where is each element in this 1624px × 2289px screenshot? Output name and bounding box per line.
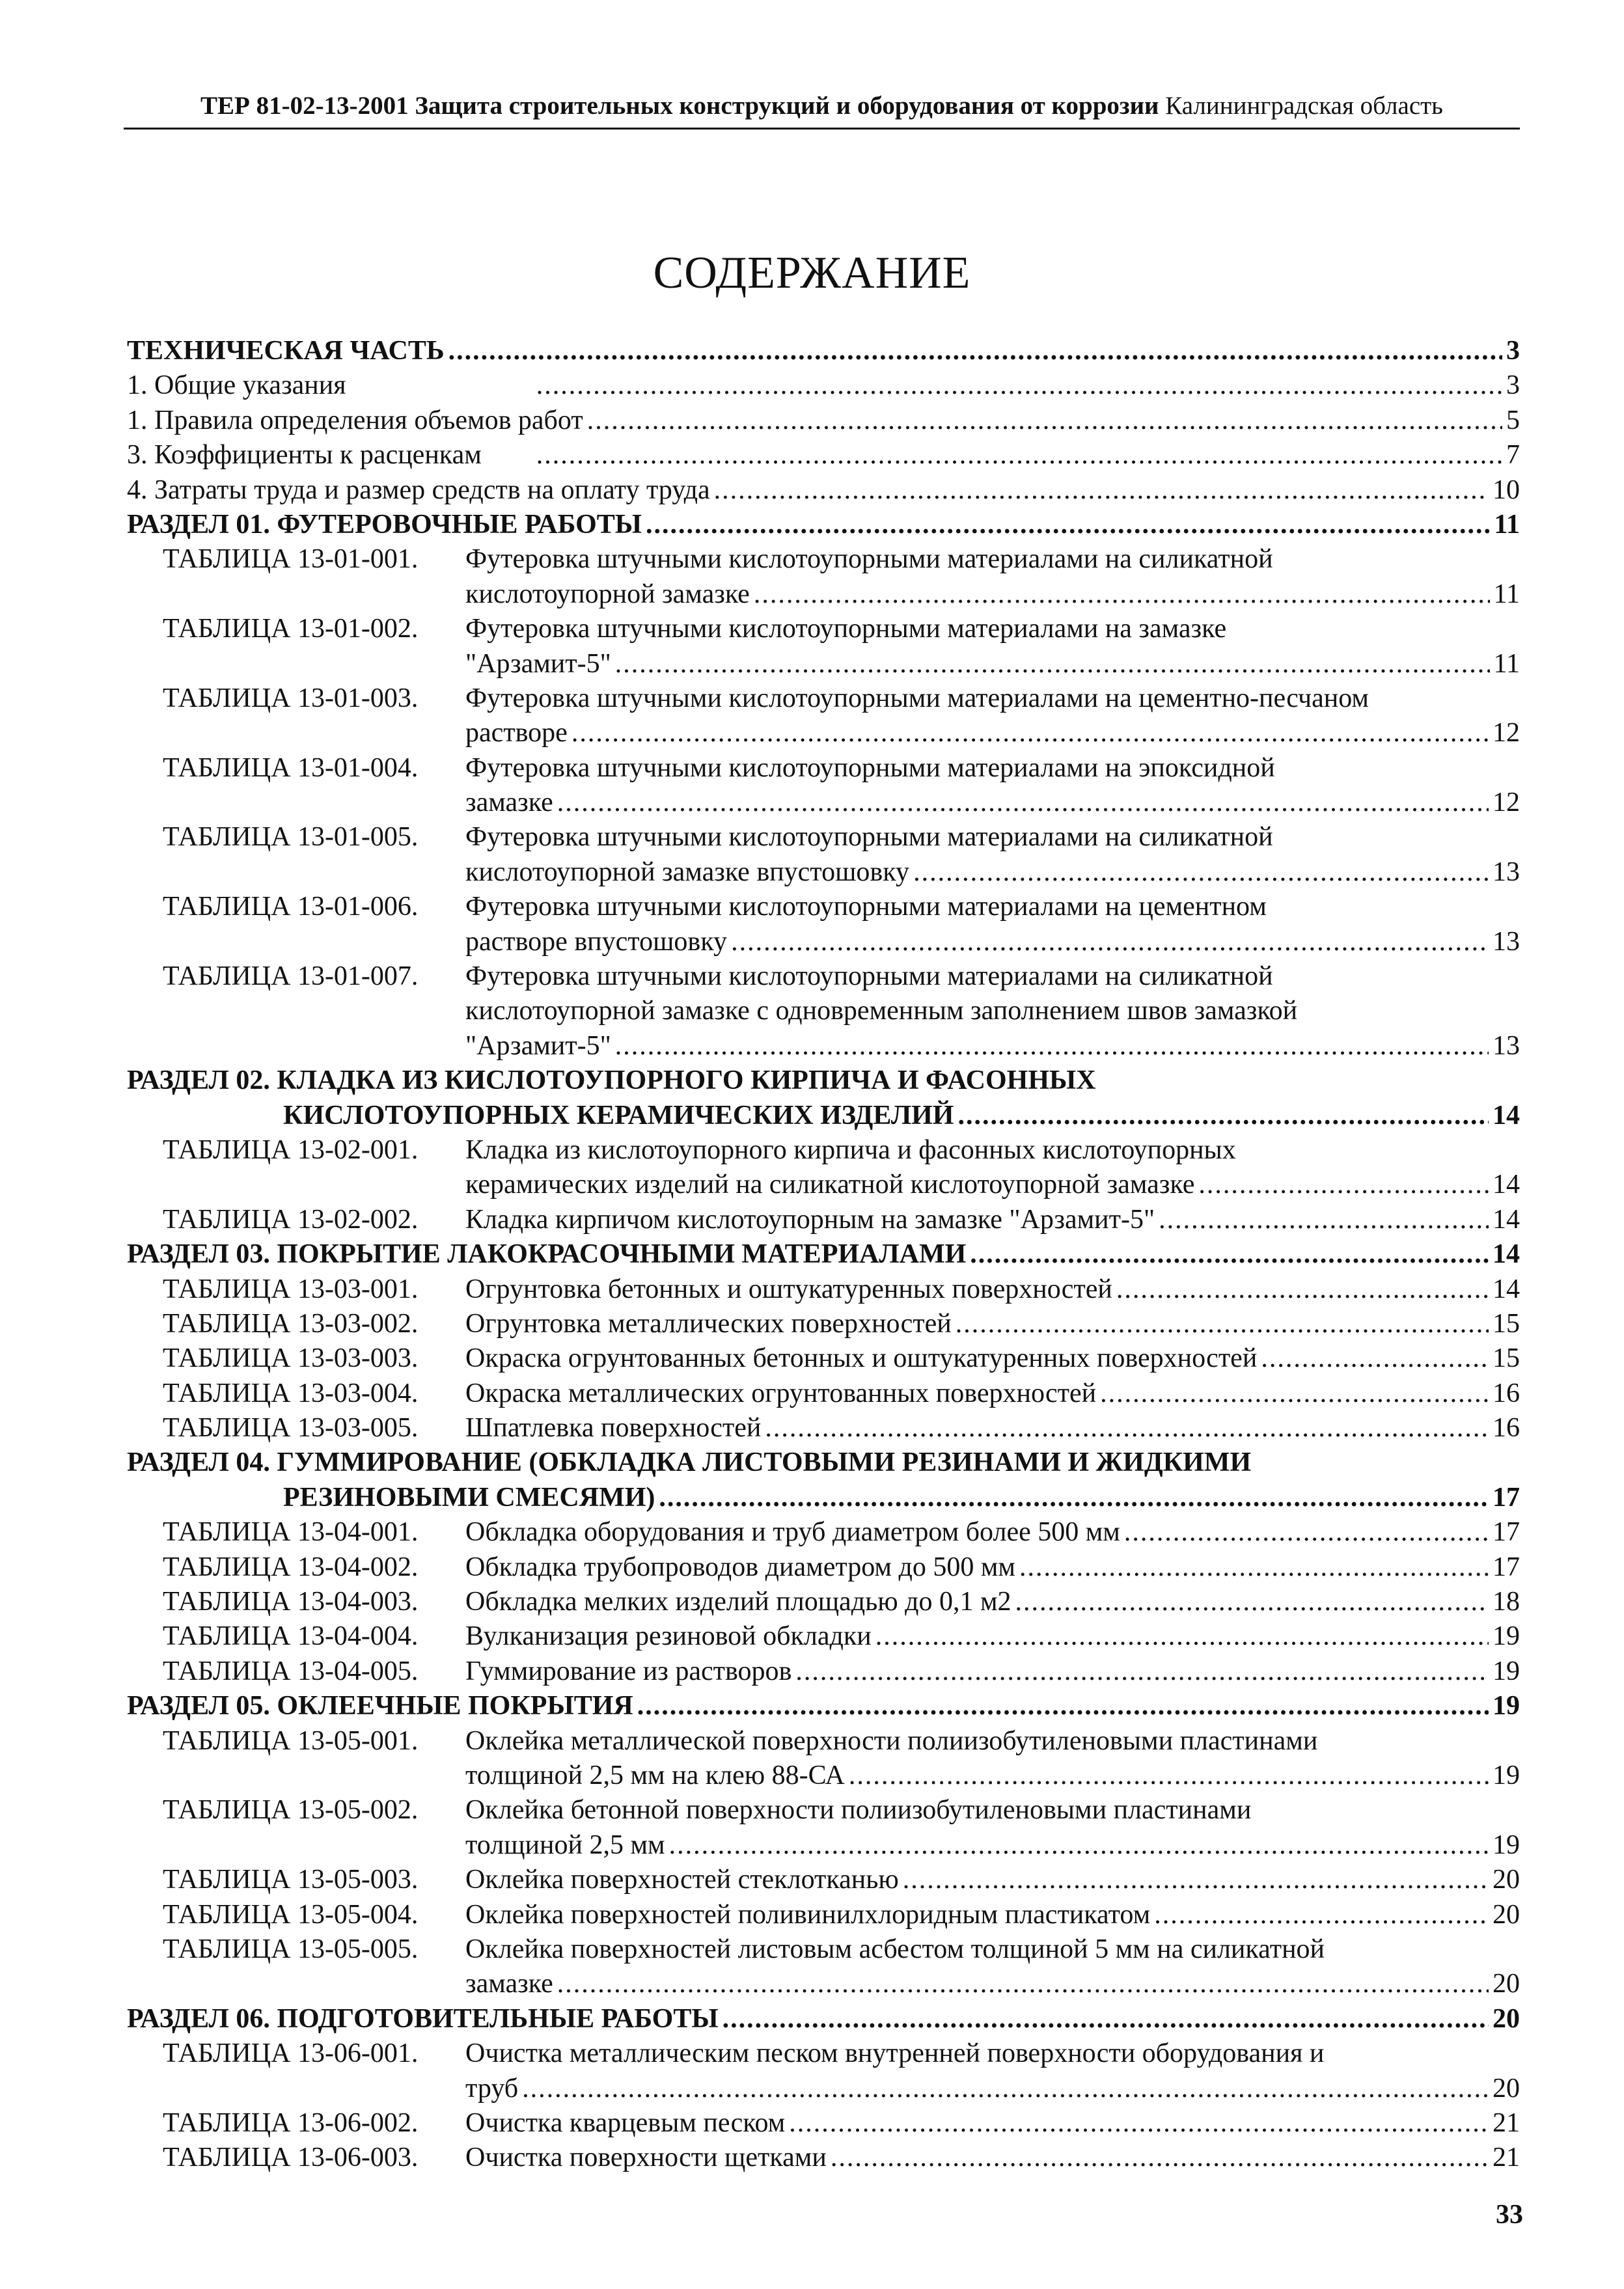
table-title: Футеровка штучными кислотоупорными материалами на цементном bbox=[465, 892, 1267, 922]
section-heading: РЕЗИНОВЫМИ СМЕСЯМИ) bbox=[283, 1482, 655, 1513]
toc-entry[interactable] bbox=[127, 1029, 1520, 1063]
toc-page-number: 11 bbox=[1493, 579, 1520, 609]
toc-entry[interactable] bbox=[127, 368, 1520, 403]
dot-leader bbox=[723, 2002, 1489, 2036]
table-title: замазке bbox=[465, 788, 553, 818]
dot-leader bbox=[448, 334, 1502, 368]
dot-leader bbox=[1261, 1341, 1489, 1376]
toc-page-number: 11 bbox=[1493, 648, 1520, 679]
toc-entry[interactable] bbox=[127, 1863, 1520, 1897]
toc-entry[interactable] bbox=[127, 1932, 1520, 1967]
toc-page-number: 19 bbox=[1493, 1691, 1520, 1721]
dot-leader bbox=[913, 855, 1489, 890]
table-title: Кладка кирпичом кислотоупорным на замазке "Арзамит-5" bbox=[465, 1204, 1155, 1235]
toc-entry[interactable] bbox=[127, 1898, 1520, 1932]
table-title: кислотоупорной замазке с одновременным заполнением швов замазкой bbox=[465, 996, 1298, 1026]
table-label: ТАБЛИЦА 13-03-004. bbox=[163, 1378, 419, 1408]
table-label: ТАБЛИЦА 13-06-003. bbox=[163, 2143, 419, 2173]
toc-page-number: 20 bbox=[1493, 1865, 1520, 1895]
table-label: ТАБЛИЦА 13-03-005. bbox=[163, 1413, 419, 1444]
dot-leader bbox=[731, 925, 1489, 959]
toc-entry[interactable] bbox=[127, 1759, 1520, 1793]
section-heading: РАЗДЕЛ 06. ПОДГОТОВИТЕЛЬНЫЕ РАБОТЫ bbox=[127, 2003, 719, 2034]
table-label: ТАБЛИЦА 13-04-005. bbox=[163, 1656, 419, 1686]
toc-page-number: 19 bbox=[1493, 1830, 1520, 1860]
table-label: ТАБЛИЦА 13-05-005. bbox=[163, 1934, 419, 1964]
table-title: Окраска огрунтованных бетонных и оштукатуренных поверхностей bbox=[465, 1343, 1258, 1374]
table-title: Обкладка трубопроводов диаметром до 500 мм bbox=[465, 1552, 1016, 1582]
toc-page-number: 20 bbox=[1493, 2003, 1520, 2034]
table-label: ТАБЛИЦА 13-04-002. bbox=[163, 1552, 419, 1582]
toc-page-number: 18 bbox=[1493, 1587, 1520, 1617]
dot-leader bbox=[875, 1619, 1489, 1654]
toc-page-number: 12 bbox=[1493, 718, 1520, 748]
toc-entry[interactable] bbox=[127, 681, 1520, 716]
toc-entry[interactable] bbox=[127, 2002, 1520, 2036]
toc-page-number: 14 bbox=[1493, 1100, 1520, 1131]
toc-entry[interactable] bbox=[127, 890, 1520, 924]
dot-leader bbox=[754, 577, 1490, 612]
dot-leader bbox=[1198, 1168, 1489, 1202]
dot-leader bbox=[615, 647, 1490, 681]
table-title: Обкладка оборудования и труб диаметром более 500 мм bbox=[465, 1517, 1120, 1548]
page-title: СОДЕРЖАНИЕ bbox=[653, 248, 971, 298]
dot-leader bbox=[1159, 1203, 1489, 1237]
table-title: Очистка металлическим песком внутренней поверхности оборудования и bbox=[465, 2038, 1325, 2069]
table-title: растворе впустошовку bbox=[465, 926, 728, 957]
toc-item-text: 1. Правила определения объемов работ bbox=[127, 405, 583, 435]
toc-entry[interactable] bbox=[127, 1550, 1520, 1585]
table-label: ТАБЛИЦА 13-02-001. bbox=[163, 1134, 419, 1165]
table-title: Обкладка мелких изделий площадью до 0,1 м2 bbox=[465, 1587, 1012, 1617]
table-label: ТАБЛИЦА 13-01-002. bbox=[163, 614, 419, 644]
toc-entry[interactable] bbox=[127, 1307, 1520, 1341]
table-title: Футеровка штучными кислотоупорными материалами на силикатной bbox=[465, 961, 1273, 992]
toc-page-number: 3 bbox=[1506, 370, 1520, 401]
table-title: Шпатлевка поверхностей bbox=[465, 1413, 762, 1444]
section-heading: РАЗДЕЛ 01. ФУТЕРОВОЧНЫЕ РАБОТЫ bbox=[127, 509, 642, 540]
toc-page-number: 21 bbox=[1493, 2107, 1520, 2138]
toc-entry[interactable] bbox=[127, 404, 1520, 438]
table-label: ТАБЛИЦА 13-05-001. bbox=[163, 1725, 419, 1756]
toc-page-number: 7 bbox=[1506, 440, 1520, 471]
toc-page-number: 13 bbox=[1493, 857, 1520, 887]
table-title: Вулканизация резиновой обкладки bbox=[465, 1621, 872, 1652]
toc-entry[interactable] bbox=[127, 612, 1520, 646]
section-heading: РАЗДЕЛ 03. ПОКРЫТИЕ ЛАКОКРАСОЧНЫМИ МАТЕРИАЛАМИ bbox=[127, 1239, 967, 1270]
table-label: ТАБЛИЦА 13-04-004. bbox=[163, 1621, 419, 1652]
toc-entry[interactable] bbox=[127, 2106, 1520, 2141]
dot-leader bbox=[571, 716, 1489, 750]
table-title: растворе bbox=[465, 718, 568, 748]
table-title: Футеровка штучными кислотоупорными материалами на силикатной bbox=[465, 544, 1273, 575]
toc-item-text: 3. Коэффициенты к расценкам bbox=[127, 440, 482, 471]
dot-leader bbox=[957, 1099, 1489, 1133]
toc-entry[interactable] bbox=[127, 2141, 1520, 2175]
toc-entry[interactable] bbox=[127, 1099, 1520, 1133]
table-title: Футеровка штучными кислотоупорными материалами на эпоксидной bbox=[465, 752, 1275, 783]
table-title: "Арзамит-5" bbox=[465, 648, 611, 679]
toc-page-number: 13 bbox=[1493, 926, 1520, 957]
dot-leader bbox=[615, 1029, 1489, 1063]
page-number: 33 bbox=[1496, 2200, 1523, 2230]
toc-item-text: 4. Затраты труда и размер средств на оплату труда bbox=[127, 474, 710, 505]
table-title: Кладка из кислотоупорного кирпича и фасонных кислотоупорных bbox=[465, 1134, 1236, 1165]
toc-page-number: 12 bbox=[1493, 788, 1520, 818]
toc-page-number: 5 bbox=[1506, 405, 1520, 435]
toc-page-number: 17 bbox=[1493, 1482, 1520, 1513]
dot-leader bbox=[522, 2072, 1489, 2106]
dot-leader bbox=[970, 1237, 1489, 1272]
dot-leader bbox=[637, 1689, 1489, 1723]
toc-entry[interactable] bbox=[127, 1411, 1520, 1446]
toc-entry[interactable] bbox=[127, 994, 1520, 1028]
table-title: Оклейка бетонной поверхности полиизобутиленовыми пластинами bbox=[465, 1795, 1252, 1826]
dot-leader bbox=[795, 1654, 1489, 1689]
table-label: ТАБЛИЦА 13-04-001. bbox=[163, 1517, 419, 1548]
toc-entry[interactable] bbox=[127, 1377, 1520, 1411]
table-title: Огрунтовка бетонных и оштукатуренных поверхностей bbox=[465, 1274, 1112, 1304]
toc-page-number: 20 bbox=[1493, 1969, 1520, 1999]
toc-entry[interactable] bbox=[127, 1063, 1520, 1098]
toc-page-number: 14 bbox=[1493, 1170, 1520, 1200]
table-title: Оклейка поверхностей стеклотканью bbox=[465, 1865, 899, 1895]
toc-page-number: 11 bbox=[1494, 509, 1520, 540]
table-title: труб bbox=[465, 2073, 519, 2104]
toc-entry[interactable] bbox=[127, 1168, 1520, 1202]
dot-leader bbox=[536, 368, 1502, 403]
toc-page-number: 20 bbox=[1493, 1899, 1520, 1930]
toc-entry[interactable] bbox=[127, 1724, 1520, 1759]
toc-entry[interactable] bbox=[127, 2072, 1520, 2106]
dot-leader bbox=[831, 2141, 1489, 2175]
table-title: кислотоупорной замазке впустошовку bbox=[465, 857, 910, 887]
toc-entry[interactable] bbox=[127, 1133, 1520, 1168]
toc-page-number: 14 bbox=[1493, 1274, 1520, 1304]
table-label: ТАБЛИЦА 13-01-001. bbox=[163, 544, 419, 575]
table-label: ТАБЛИЦА 13-03-002. bbox=[163, 1308, 419, 1339]
table-title: Футеровка штучными кислотоупорными материалами на замазке bbox=[465, 614, 1227, 644]
toc-entry[interactable] bbox=[127, 334, 1520, 368]
dot-leader bbox=[1019, 1550, 1489, 1585]
table-label: ТАБЛИЦА 13-04-003. bbox=[163, 1587, 419, 1617]
table-title: Огрунтовка металлических поверхностей bbox=[465, 1308, 952, 1339]
table-title: замазке bbox=[465, 1969, 553, 1999]
toc-entry[interactable] bbox=[127, 1446, 1520, 1481]
table-title: керамических изделий на силикатной кислотоупорной замазке bbox=[465, 1170, 1195, 1200]
dot-leader bbox=[557, 1967, 1489, 2001]
table-label: ТАБЛИЦА 13-06-002. bbox=[163, 2107, 419, 2138]
section-heading: РАЗДЕЛ 04. ГУММИРОВАНИЕ (ОБКЛАДКА ЛИСТОВЫМИ РЕЗИНАМИ И ЖИДКИМИ bbox=[127, 1447, 1252, 1478]
dot-leader bbox=[1015, 1585, 1489, 1619]
table-title: Оклейка металлической поверхности полиизобутиленовыми пластинами bbox=[465, 1725, 1318, 1756]
toc-entry[interactable] bbox=[127, 751, 1520, 786]
dot-leader bbox=[1100, 1377, 1489, 1411]
dot-leader bbox=[903, 1863, 1489, 1897]
toc-entry[interactable] bbox=[127, 1689, 1520, 1723]
toc-page-number: 13 bbox=[1493, 1030, 1520, 1061]
table-title: Футеровка штучными кислотоупорными материалами на цементно-песчаном bbox=[465, 683, 1369, 713]
dot-leader bbox=[849, 1759, 1489, 1793]
dot-leader bbox=[557, 786, 1489, 820]
toc-entry[interactable] bbox=[127, 959, 1520, 994]
table-label: ТАБЛИЦА 13-05-002. bbox=[163, 1795, 419, 1826]
table-title: Оклейка поверхностей листовым асбестом толщиной 5 мм на силикатной bbox=[465, 1934, 1325, 1964]
table-label: ТАБЛИЦА 13-05-004. bbox=[163, 1899, 419, 1930]
table-label: ТАБЛИЦА 13-03-003. bbox=[163, 1343, 419, 1374]
toc-page-number: 14 bbox=[1493, 1204, 1520, 1235]
table-label: ТАБЛИЦА 13-05-003. bbox=[163, 1865, 419, 1895]
section-heading: ТЕХНИЧЕСКАЯ ЧАСТЬ bbox=[127, 335, 445, 366]
toc-page-number: 10 bbox=[1493, 474, 1520, 505]
toc-entry[interactable] bbox=[127, 647, 1520, 681]
dot-leader bbox=[587, 404, 1502, 438]
table-of-contents bbox=[127, 334, 1520, 2176]
table-title: "Арзамит-5" bbox=[465, 1030, 611, 1061]
header-document-title: ТЕР 81-02-13-2001 Защита строительных конструкций и оборудования от коррозии bbox=[200, 92, 1159, 120]
dot-leader bbox=[956, 1307, 1489, 1341]
table-label: ТАБЛИЦА 13-01-003. bbox=[163, 683, 419, 713]
toc-entry[interactable] bbox=[127, 438, 1520, 473]
section-heading: КИСЛОТОУПОРНЫХ КЕРАМИЧЕСКИХ ИЗДЕЛИЙ bbox=[283, 1100, 954, 1131]
table-title: Гуммирование из растворов bbox=[465, 1656, 792, 1686]
section-heading: РАЗДЕЛ 02. КЛАДКА ИЗ КИСЛОТОУПОРНОГО КИРПИЧА И ФАСОННЫХ bbox=[127, 1065, 1096, 1096]
dot-leader bbox=[1116, 1272, 1489, 1307]
table-label: ТАБЛИЦА 13-01-006. bbox=[163, 892, 419, 922]
toc-entry[interactable] bbox=[127, 508, 1520, 542]
table-title: Очистка кварцевым песком bbox=[465, 2107, 786, 2138]
dot-leader bbox=[669, 1828, 1489, 1863]
dot-leader bbox=[646, 508, 1490, 542]
toc-page-number: 15 bbox=[1493, 1343, 1520, 1374]
toc-entry[interactable] bbox=[127, 1515, 1520, 1550]
section-heading: РАЗДЕЛ 05. ОКЛЕЕЧНЫЕ ПОКРЫТИЯ bbox=[127, 1691, 633, 1721]
toc-entry[interactable] bbox=[127, 2036, 1520, 2071]
table-label: ТАБЛИЦА 13-01-004. bbox=[163, 752, 419, 783]
dot-leader bbox=[659, 1481, 1489, 1515]
table-label: ТАБЛИЦА 13-06-001. bbox=[163, 2038, 419, 2069]
toc-entry[interactable] bbox=[127, 1237, 1520, 1272]
toc-item-text: 1. Общие указания bbox=[127, 370, 346, 401]
table-title: Оклейка поверхностей поливинилхлоридным пластикатом bbox=[465, 1899, 1151, 1930]
toc-entry[interactable] bbox=[127, 577, 1520, 612]
toc-entry[interactable] bbox=[127, 925, 1520, 959]
toc-entry[interactable] bbox=[127, 820, 1520, 855]
toc-entry[interactable] bbox=[127, 1793, 1520, 1828]
toc-entry[interactable] bbox=[127, 1341, 1520, 1376]
table-title: Окраска металлических огрунтованных поверхностей bbox=[465, 1378, 1097, 1408]
table-title: кислотоупорной замазке bbox=[465, 579, 750, 609]
dot-leader bbox=[1124, 1515, 1489, 1550]
toc-page-number: 20 bbox=[1493, 2073, 1520, 2104]
toc-page-number: 14 bbox=[1493, 1239, 1520, 1270]
toc-entry[interactable] bbox=[127, 542, 1520, 577]
table-title: толщиной 2,5 мм bbox=[465, 1830, 665, 1860]
toc-page-number: 19 bbox=[1493, 1656, 1520, 1686]
running-header bbox=[124, 91, 1520, 130]
dot-leader bbox=[789, 2106, 1489, 2141]
toc-entry[interactable] bbox=[127, 1619, 1520, 1654]
toc-page-number: 19 bbox=[1493, 1761, 1520, 1790]
toc-entry[interactable] bbox=[127, 1272, 1520, 1307]
toc-entry[interactable] bbox=[127, 1654, 1520, 1689]
toc-entry[interactable] bbox=[127, 1481, 1520, 1515]
toc-entry[interactable] bbox=[127, 1585, 1520, 1619]
table-label: ТАБЛИЦА 13-03-001. bbox=[163, 1274, 419, 1304]
table-label: ТАБЛИЦА 13-01-005. bbox=[163, 822, 419, 853]
toc-page-number: 3 bbox=[1506, 335, 1520, 366]
table-label: ТАБЛИЦА 13-01-007. bbox=[163, 961, 419, 992]
dot-leader bbox=[765, 1411, 1489, 1446]
toc-entry[interactable] bbox=[127, 1967, 1520, 2001]
table-title: Футеровка штучными кислотоупорными материалами на силикатной bbox=[465, 822, 1273, 853]
dot-leader bbox=[714, 473, 1489, 508]
toc-entry[interactable] bbox=[127, 855, 1520, 890]
dot-leader bbox=[1154, 1898, 1489, 1932]
toc-entry[interactable] bbox=[127, 786, 1520, 820]
dot-leader bbox=[536, 438, 1502, 473]
toc-entry[interactable] bbox=[127, 1203, 1520, 1237]
header-region: Калининградская область bbox=[1159, 92, 1443, 120]
toc-page-number: 17 bbox=[1493, 1552, 1520, 1582]
table-title: толщиной 2,5 мм на клею 88-СА bbox=[465, 1761, 845, 1790]
table-title: Очистка поверхности щетками bbox=[465, 2143, 827, 2173]
toc-page-number: 16 bbox=[1493, 1378, 1520, 1408]
toc-page-number: 17 bbox=[1493, 1517, 1520, 1548]
table-label: ТАБЛИЦА 13-02-002. bbox=[163, 1204, 419, 1235]
toc-entry[interactable] bbox=[127, 473, 1520, 508]
toc-page-number: 21 bbox=[1493, 2143, 1520, 2173]
toc-page-number: 16 bbox=[1493, 1413, 1520, 1444]
toc-entry[interactable] bbox=[127, 1828, 1520, 1863]
toc-entry[interactable] bbox=[127, 716, 1520, 750]
toc-page-number: 15 bbox=[1493, 1308, 1520, 1339]
toc-page-number: 19 bbox=[1493, 1621, 1520, 1652]
